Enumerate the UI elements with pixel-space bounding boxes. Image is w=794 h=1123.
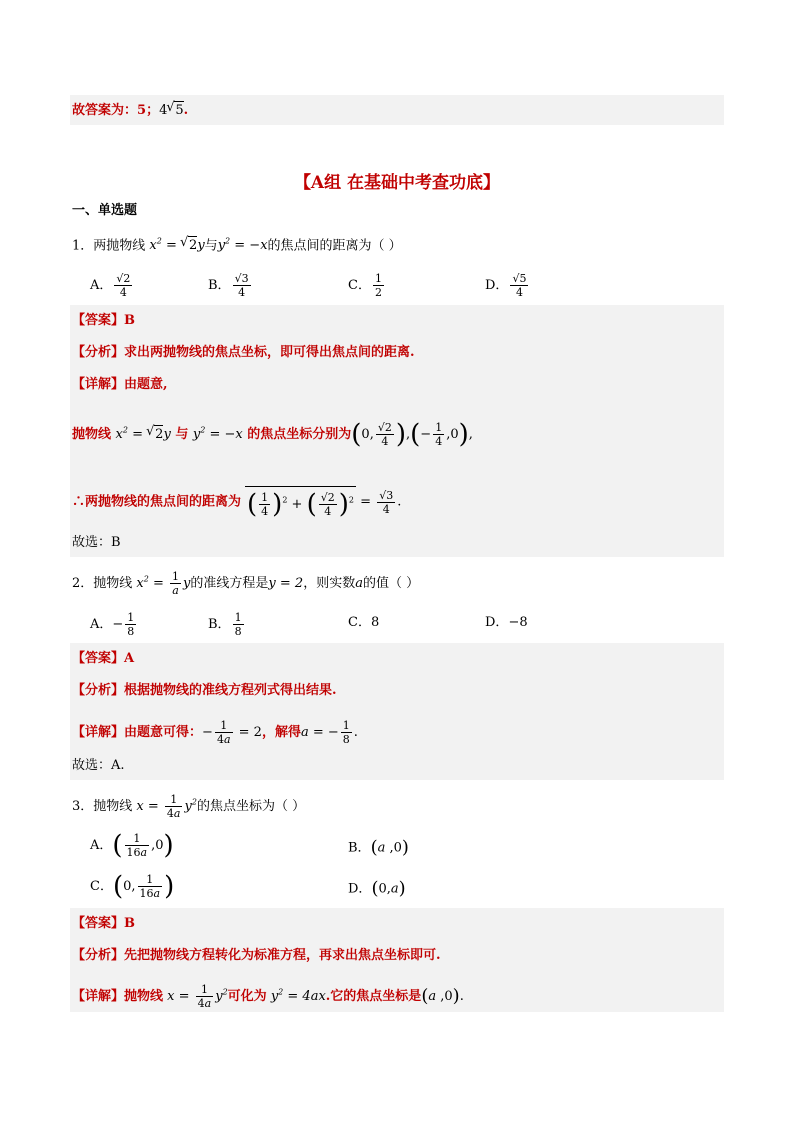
option-label: B． — [208, 278, 231, 293]
q1-answer: 【答案】B — [72, 313, 136, 328]
q3-option-d[interactable]: D．(0,a) — [348, 878, 406, 899]
q1-eq2: $y^2 = -x$ — [217, 237, 268, 254]
q1-eq1: $x^2$ = √ 2y — [149, 238, 204, 253]
focus-2: ( — [410, 419, 421, 450]
q1-stem-c: 的焦点间的距离为（ ） — [267, 238, 402, 254]
q2-solution-band — [70, 643, 724, 780]
option-fraction: $\frac{√3}{4}$ — [234, 272, 249, 299]
answer-2-radical: √ 5 — [174, 101, 183, 120]
answer-separator: ； — [146, 103, 160, 118]
q1-stem-b: 与 — [204, 238, 218, 254]
option-label: D． — [485, 278, 509, 293]
q3-answer: 【答案】B — [72, 916, 136, 931]
q1-analysis: 【分析】求出两抛物线的焦点坐标，即可得出焦点间的距离. — [72, 345, 415, 360]
option-label: A． — [90, 278, 113, 293]
q1-stem — [72, 233, 402, 255]
q3-option-a[interactable]: A．( $\frac{1}{16a}$ ,0) — [90, 830, 174, 861]
section-title: 【A组 在基础中考查功底】 — [293, 173, 501, 193]
answer-prefix: 故答案为： — [72, 103, 138, 118]
q2-option-b[interactable]: B． $\frac{1}{8}$ — [208, 611, 242, 638]
q3-option-c[interactable]: C．(0, $\frac{1}{16a}$ ) — [90, 871, 175, 902]
q1-choose: 故选：B — [72, 535, 121, 550]
q1-option-a[interactable] — [90, 272, 134, 299]
q2-eq: $x^2$ = $\frac{1}{a}$ y — [136, 570, 191, 597]
q2-option-c[interactable]: C．8 — [348, 615, 380, 630]
q2-option-a[interactable]: A．− $\frac{1}{8}$ — [90, 611, 135, 638]
q1-stem-a: 1．两抛物线 — [72, 238, 146, 254]
q3-analysis: 【分析】先把抛物线方程转化为标准方程，再求出焦点坐标即可. — [72, 948, 441, 963]
q1-detail: 【详解】由题意, — [72, 377, 168, 392]
q2-choose: 故选：A. — [72, 758, 125, 773]
q1-option-d[interactable] — [485, 272, 530, 299]
q3-detail: 【详解】抛物线 x = $\frac{1}{4a}$ $y^2$可化为 $y^2 = 4ax$.它的焦点坐标是(a ,0). — [72, 983, 464, 1010]
q1-detail-line2: ∴两抛物线的焦点间的距离为 ( $\frac{1}{4}$ )$^2$ + ( $\frac{√2}{4}$ )$^2$ = $\frac{√3}{4}$ . — [72, 486, 401, 518]
answer-2-coef: 4 — [159, 103, 168, 118]
option-fraction: $\frac{√5}{4}$ — [512, 272, 527, 299]
q1-option-c[interactable] — [348, 272, 386, 299]
answer-1: 5 — [137, 103, 147, 118]
distance-expression: ( $\frac{1}{4}$ )$^2$ + ( $\frac{√2}{4}$ )$^2$ — [245, 486, 356, 518]
q3-option-b[interactable]: B．(a ,0) — [348, 837, 409, 858]
q2-directrix: y = 2 — [268, 576, 304, 591]
option-fraction: $\frac{1}{2}$ — [374, 272, 382, 299]
q3-stem: 3．抛物线 x = $\frac{1}{4a}$ $y^2$的焦点坐标为（ ） — [72, 793, 306, 820]
section-subtitle: 一、单选题 — [72, 203, 138, 218]
top-answer-line — [72, 101, 188, 120]
q1-detail-line1: 抛物线 $x^2$ = √ 2y 与 $y^2 = -x$ 的焦点坐标分别为(0, $\frac{√2}{4}$ ),(− $\frac{1}{4}$ ,0), — [72, 421, 473, 448]
q1-eq2-copy: $y^2 = -x$ — [192, 425, 243, 442]
q2-detail: 【详解】由题意可得：− $\frac{1}{4a}$ = 2，解得a = − $\frac{1}{8}$ . — [72, 719, 358, 746]
q2-analysis: 【分析】根据抛物线的准线方程列式得出结果. — [72, 683, 337, 698]
answer-end: . — [183, 103, 189, 118]
q3-eq: x = $\frac{1}{4a}$ $y^2$ — [136, 793, 197, 820]
q2-stem: 2．抛物线 $x^2$ = $\frac{1}{a}$ y的准线方程是y = 2，则实数a的值（ ） — [72, 570, 420, 597]
focus-1: ( — [351, 419, 362, 450]
option-fraction: $\frac{√2}{4}$ — [116, 272, 131, 299]
option-label: C． — [348, 278, 371, 293]
q2-option-d[interactable]: D．−8 — [485, 615, 528, 630]
q1-option-b[interactable] — [208, 272, 253, 299]
q1-eq1-copy: $x^2$ = √ 2y — [116, 427, 171, 442]
q2-answer: 【答案】A — [72, 651, 135, 666]
